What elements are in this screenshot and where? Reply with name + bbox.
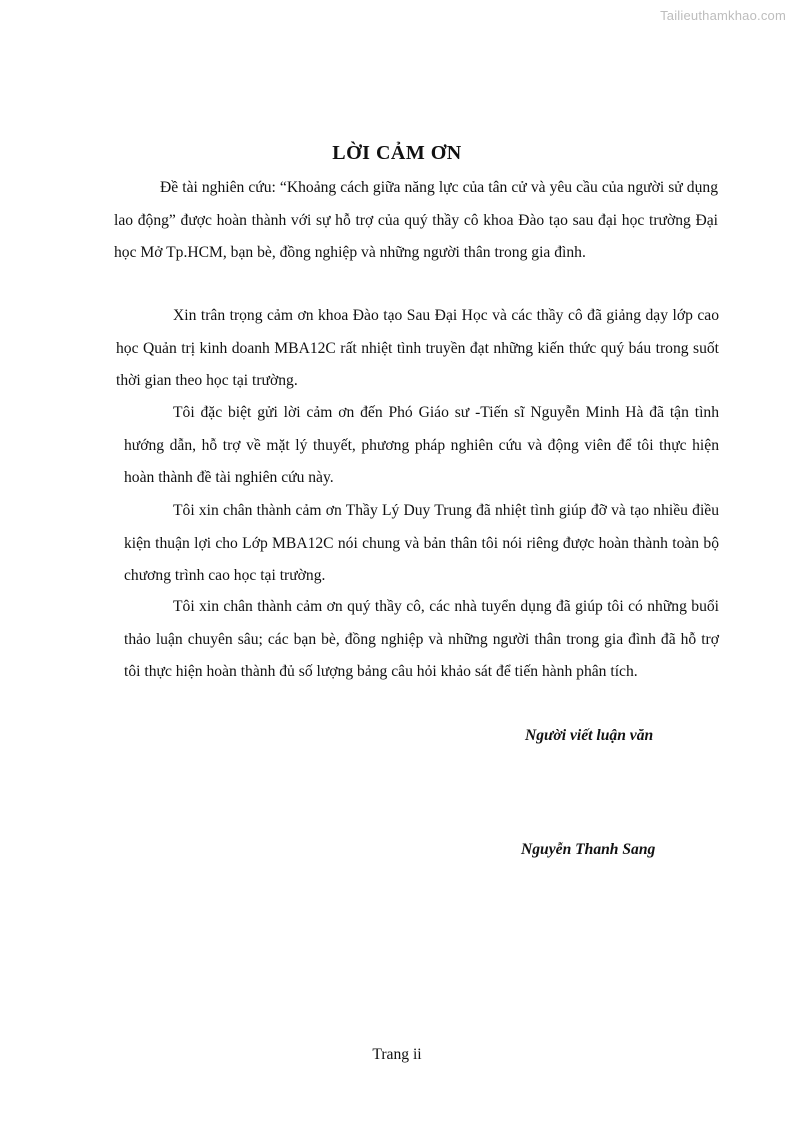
watermark-text: Tailieuthamkhao.com — [660, 8, 786, 23]
signature-name: Nguyễn Thanh Sang — [521, 841, 656, 858]
acknowledgement-paragraph-1: Đề tài nghiên cứu: “Khoảng cách giữa năng lực của tân cử và yêu cầu của người sử dụng lao động” được hoàn thành với sự hỗ trợ của quý thầy cô khoa Đào tạo sau đại học trường Đại học Mở Tp.HCM, bạn bè, đồng nghiệp và những người thân trong gia đình. — [114, 179, 718, 262]
page-number: Trang ii — [372, 1046, 422, 1063]
acknowledgement-paragraph-2: Xin trân trọng cảm ơn khoa Đào tạo Sau Đại Học và các thầy cô đã giảng dạy lớp cao học Quản trị kinh doanh MBA12C rất nhiệt tình truyền đạt những kiến thức quý báu trong suốt thời gian theo học tại trường. — [116, 307, 719, 390]
page-title: LỜI CẢM ƠN — [332, 142, 462, 164]
acknowledgement-paragraph-3: Tôi đặc biệt gửi lời cảm ơn đến Phó Giáo sư -Tiến sĩ Nguyễn Minh Hà đã tận tình hướng dẫn, hỗ trợ về mặt lý thuyết, phương pháp nghiên cứu và động viên để tôi thực hiện hoàn thành đề tài nghiên cứu này. — [124, 404, 719, 487]
acknowledgement-paragraph-4: Tôi xin chân thành cảm ơn Thầy Lý Duy Trung đã nhiệt tình giúp đỡ và tạo nhiều điều kiện thuận lợi cho Lớp MBA12C nói chung và bản thân tôi nói riêng được hoàn thành toàn bộ chương trình cao học tại trường. — [124, 502, 719, 585]
signature-role: Người viết luận văn — [525, 727, 654, 744]
acknowledgement-paragraph-5: Tôi xin chân thành cảm ơn quý thầy cô, các nhà tuyển dụng đã giúp tôi có những buổi thảo luận chuyên sâu; các bạn bè, đồng nghiệp và những người thân trong gia đình đã hỗ trợ tôi thực hiện hoàn thành đủ số lượng bảng câu hỏi khảo sát để tiến hành phân tích. — [124, 598, 719, 681]
